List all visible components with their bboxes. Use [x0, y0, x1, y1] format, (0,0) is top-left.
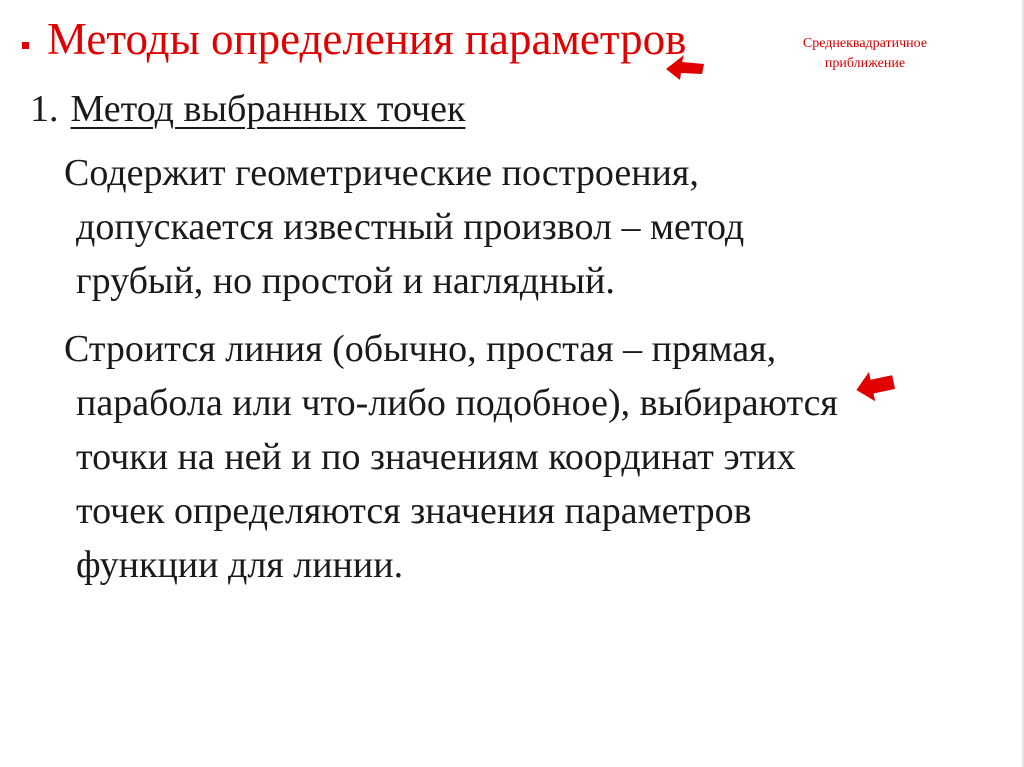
title-row	[22, 4, 686, 74]
bullet-square-icon	[22, 42, 29, 49]
slide-title: Методы определения параметров	[47, 14, 687, 64]
paragraph-line: функции для линии.	[76, 544, 404, 586]
paragraph-line: точки на ней и по значениям координат этих	[76, 436, 796, 478]
paragraph-line: точек определяются значения параметров	[76, 490, 752, 532]
pointer-arrow-icon	[854, 369, 896, 403]
side-note	[770, 34, 960, 74]
paragraph-line: парабола или что-либо подобное), выбираются	[76, 382, 838, 424]
paragraph-line: грубый, но простой и наглядный.	[76, 260, 615, 302]
side-note-line-2: приближение	[824, 56, 906, 71]
pointer-arrow-icon	[664, 53, 706, 81]
subheading	[30, 82, 465, 136]
side-note-line-1: Среднеквадратичное	[802, 36, 928, 51]
paragraph-2	[64, 322, 838, 592]
subheading-text: Метод выбранных точек	[70, 88, 466, 130]
paragraph-line: допускается известный произвол – метод	[76, 206, 745, 248]
subheading-number: 1.	[30, 88, 59, 130]
paragraph-line: Строится линия (обычно, простая – прямая,	[64, 328, 777, 370]
paragraph-1	[64, 146, 744, 308]
paragraph-line: Содержит геометрические построения,	[64, 152, 699, 194]
